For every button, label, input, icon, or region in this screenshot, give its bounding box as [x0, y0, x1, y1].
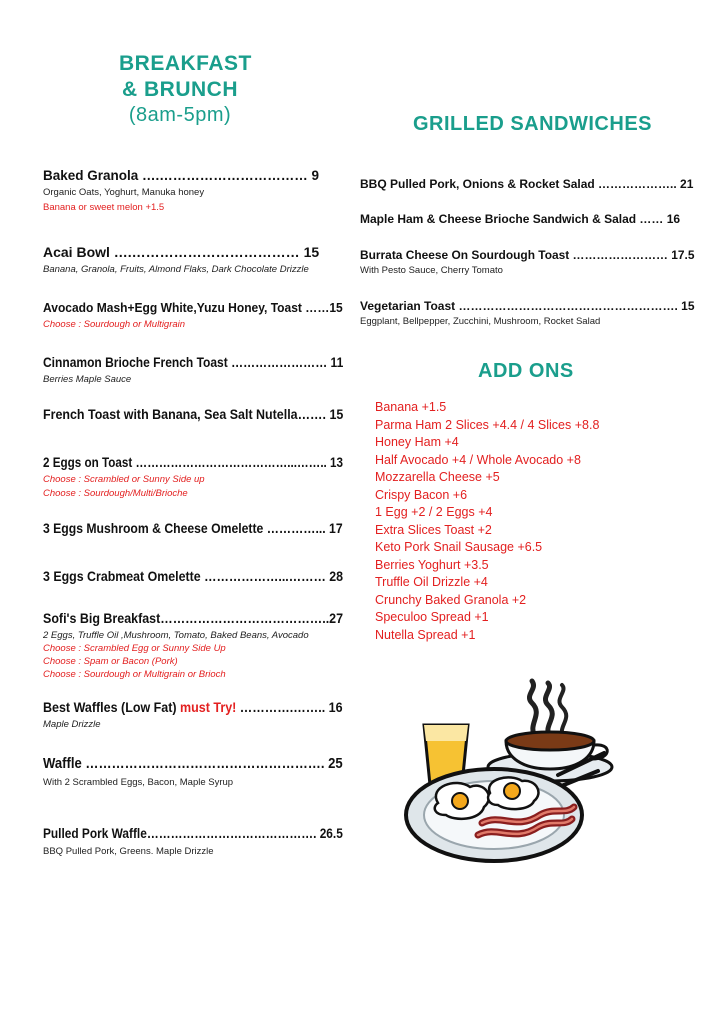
- item-desc: Maple Drizzle: [43, 719, 101, 730]
- breakfast-item: [43, 826, 384, 857]
- addon-item: Extra Slices Toast +2: [375, 522, 492, 537]
- item-name: Vegetarian Toast ………………………………………………. 15: [360, 299, 695, 313]
- item-name-part1: Best Waffles (Low Fat): [43, 700, 181, 715]
- item-note: Choose : Spam or Bacon (Pork): [43, 656, 178, 667]
- addon-item: Half Avocado +4 / Whole Avocado +8: [375, 452, 581, 467]
- breakfast-title-line1: BREAKFAST: [119, 52, 252, 75]
- breakfast-item: [43, 244, 319, 275]
- breakfast-hours: (8am-5pm): [128, 104, 232, 126]
- breakfast-item: [43, 700, 367, 730]
- item-name: 3 Eggs Crabmeat Omelette ………………...……… 28: [43, 569, 344, 584]
- item-name: Cinnamon Brioche French Toast …………………… 11: [43, 355, 344, 370]
- breakfast-item: [43, 569, 370, 584]
- addon-item: Speculoo Spread +1: [375, 610, 489, 624]
- item-name: 3 Eggs Mushroom & Cheese Omelette …………... 17: [43, 521, 343, 536]
- item-note: Choose : Sourdough or Multigrain: [43, 319, 186, 330]
- item-name: Sofi's Big Breakfast…………………………………..27: [43, 610, 344, 626]
- addon-item: Crispy Bacon +6: [375, 487, 468, 502]
- breakfast-item: [43, 407, 368, 422]
- addon-item: Parma Ham 2 Slices +4.4 / 4 Slices +8.8: [375, 417, 600, 432]
- addon-item: Keto Pork Snail Sausage +6.5: [375, 540, 543, 554]
- item-note: Banana or sweet melon +1.5: [43, 202, 165, 213]
- item-name: BBQ Pulled Pork, Onions & Rocket Salad ……………….. 21: [360, 177, 694, 191]
- addon-item: Honey Ham +4: [375, 435, 459, 449]
- item-name: Avocado Mash+Egg White,Yuzu Honey, Toast ……15: [43, 300, 343, 315]
- item-desc: BBQ Pulled Pork, Greens. Maple Drizzle: [43, 846, 214, 857]
- breakfast-item: [43, 755, 387, 788]
- addons-list: [375, 399, 599, 644]
- item-name: Burrata Cheese On Sourdough Toast …………………… 17.5: [360, 248, 695, 262]
- addon-item: Crunchy Baked Granola +2: [375, 592, 527, 607]
- sandwich-item: [360, 248, 697, 276]
- item-name: Acai Bowl ….……………………………… 15: [43, 244, 320, 260]
- item-desc: With Pesto Sauce, Cherry Tomato: [360, 265, 503, 276]
- item-name: Waffle ………………………………………………. 25: [43, 755, 343, 772]
- item-desc: 2 Eggs, Truffle Oil ,Mushroom, Tomato, Baked Beans, Avocado: [43, 630, 309, 641]
- sandwich-item: [360, 299, 695, 327]
- must-try-badge: must Try!: [180, 700, 237, 715]
- addon-item: Berries Yoghurt +3.5: [375, 557, 489, 572]
- item-name: Pulled Pork Waffle……………………………………. 26.5: [43, 826, 343, 841]
- breakfast-item: [43, 168, 319, 213]
- item-name: [43, 700, 343, 715]
- item-name: 2 Eggs on Toast …………………………………...…….. 13: [43, 455, 344, 470]
- sandwich-item: [360, 177, 693, 191]
- item-name: Maple Ham & Cheese Brioche Sandwich & Salad …… 16: [360, 212, 681, 226]
- addon-item: Truffle Oil Drizzle +4: [375, 575, 488, 589]
- item-desc: Organic Oats, Yoghurt, Manuka honey: [43, 187, 205, 198]
- breakfast-item: [43, 455, 390, 499]
- item-desc: Banana, Granola, Fruits, Almond Flaks, Dark Chocolate Drizzle: [43, 264, 309, 275]
- addons-title: ADD ONS: [478, 360, 574, 382]
- item-name-part2: ………….…….. 16: [236, 700, 343, 715]
- addon-item: 1 Egg +2 / 2 Eggs +4: [375, 505, 493, 519]
- breakfast-item: [43, 355, 380, 385]
- item-note: Choose : Sourdough/Multi/Brioche: [43, 488, 188, 499]
- item-name: French Toast with Banana, Sea Salt Nutella……. 15: [43, 407, 344, 422]
- breakfast-item: [43, 610, 380, 680]
- sandwiches-title: GRILLED SANDWICHES: [413, 113, 652, 135]
- breakfast-plate-icon: [398, 675, 618, 875]
- item-note: Choose : Sourdough or Multigrain or Brioch: [43, 669, 226, 680]
- item-desc: Eggplant, Bellpepper, Zucchini, Mushroom, Rocket Salad: [360, 316, 601, 327]
- addon-item: Mozzarella Cheese +5: [375, 470, 500, 484]
- item-note: Choose : Scrambled Egg or Sunny Side Up: [43, 643, 226, 654]
- item-name: Baked Granola ….…………………………… 9: [43, 168, 320, 183]
- addon-item: Nutella Spread +1: [375, 627, 476, 642]
- item-note: Choose : Scrambled or Sunny Side up: [43, 474, 205, 485]
- breakfast-item: [43, 300, 367, 330]
- item-desc: With 2 Scrambled Eggs, Bacon, Maple Syrup: [43, 777, 234, 788]
- item-desc: Berries Maple Sauce: [43, 374, 132, 385]
- breakfast-title-line2: & BRUNCH: [122, 78, 238, 101]
- addon-item: Banana +1.5: [375, 400, 447, 414]
- breakfast-item: [43, 521, 375, 536]
- sandwich-item: [360, 212, 680, 226]
- breakfast-title: [119, 52, 252, 127]
